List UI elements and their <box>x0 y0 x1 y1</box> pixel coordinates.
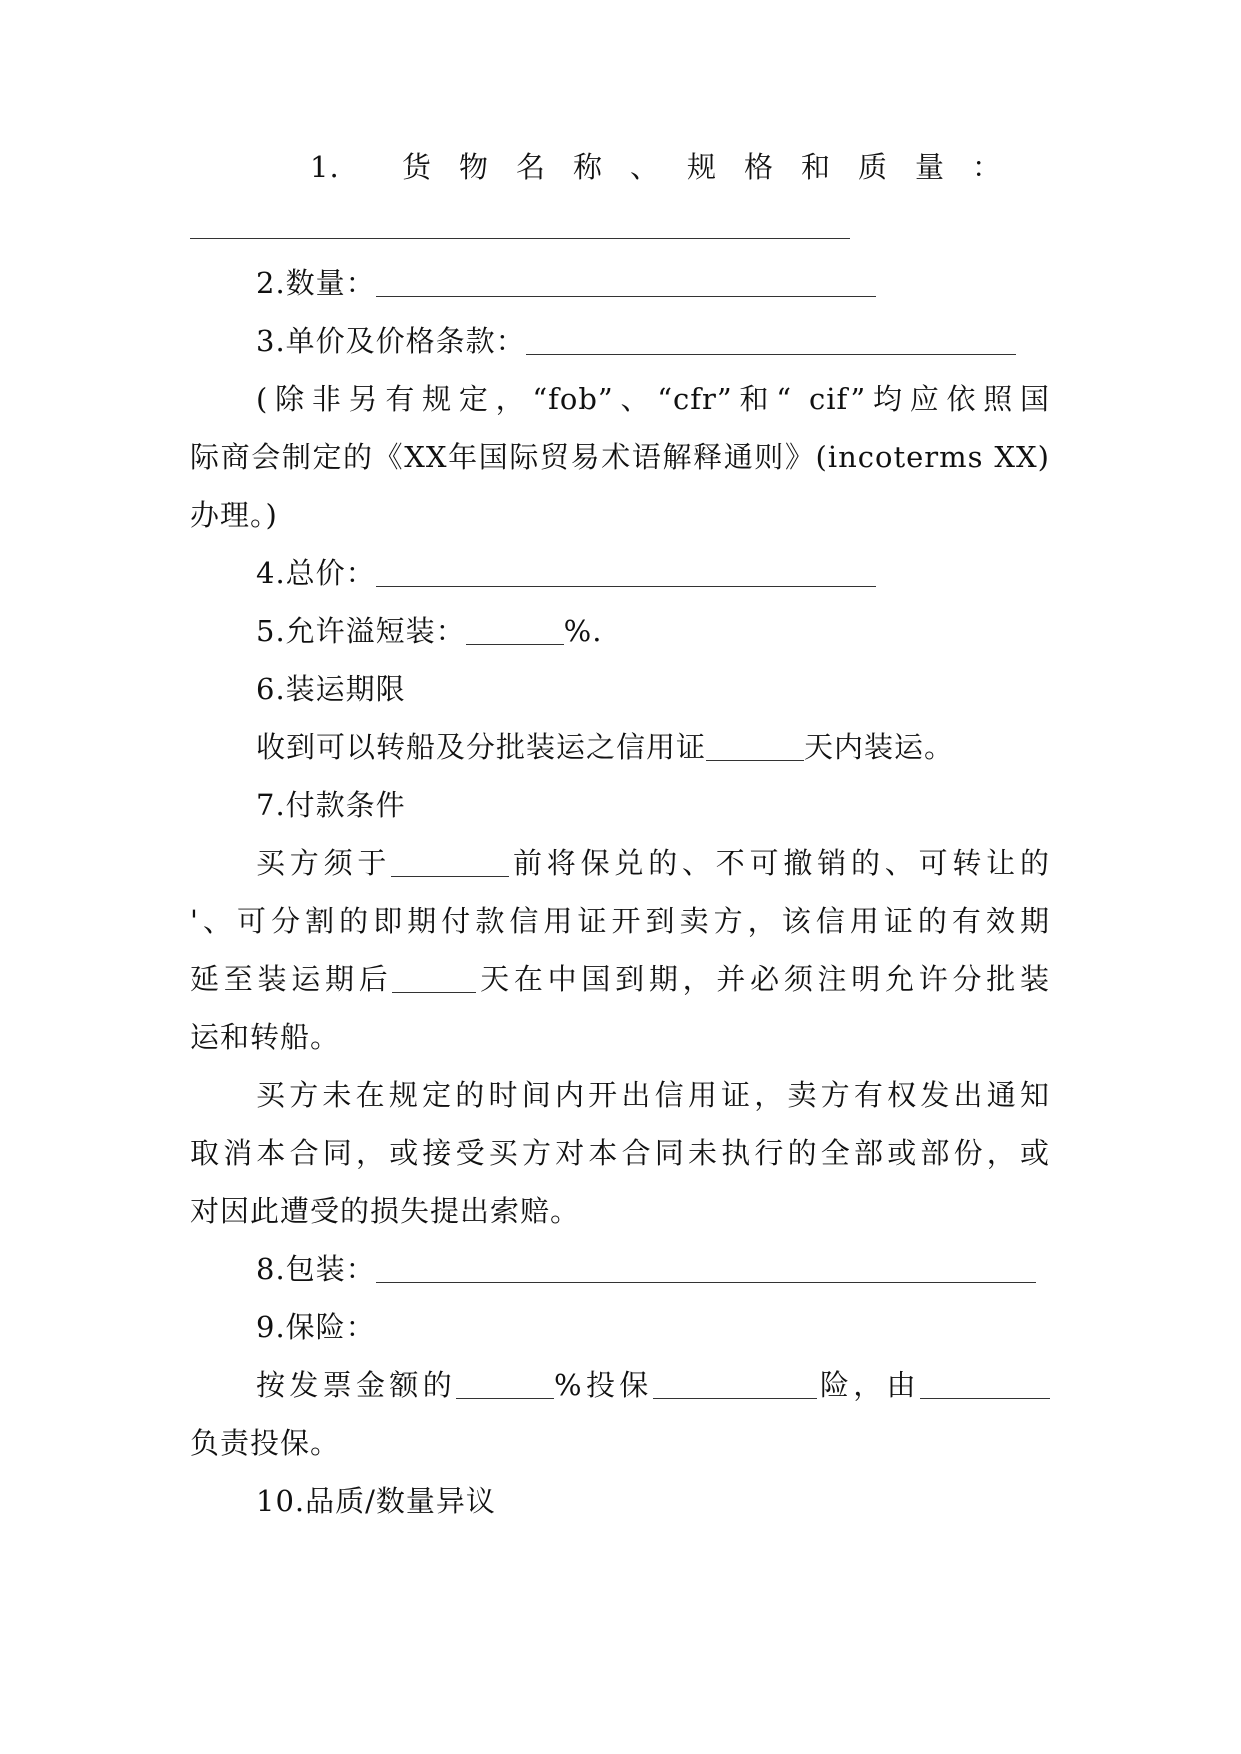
insurance-title: 9.保险： <box>256 1310 376 1344</box>
payment-text: 取消本合同，或接受买方对本合同未执行的全部或部份，或 <box>190 1136 1050 1170</box>
blank-quantity <box>376 264 876 297</box>
payment-text: '、可分割的即期付款信用证开到卖方，该信用证的有效期 <box>190 904 1050 938</box>
note-text: 办理。) <box>190 498 278 532</box>
section-4 <box>190 544 1116 602</box>
blank-insurance-type <box>653 1366 817 1399</box>
percent-suffix: %. <box>563 614 603 648</box>
blank-insurance-percent <box>456 1366 554 1399</box>
section-8 <box>190 1240 1116 1298</box>
section-1-fill-line <box>190 196 1050 254</box>
shipment-period-title: 6.装运期限 <box>256 672 406 706</box>
section-7-p1-line-4 <box>190 1008 1050 1066</box>
section-9-line-1 <box>190 1356 1050 1414</box>
note-text: 际商会制定的《XX年国际贸易术语解释通则》(incoterms XX) <box>190 440 1050 474</box>
payment-text: 买方须于 <box>256 846 392 880</box>
blank-goods-spec <box>190 206 850 239</box>
section-7-p1-line-3 <box>190 950 1050 1008</box>
section-9-line-2 <box>190 1414 1050 1472</box>
section-9-title <box>190 1298 1116 1356</box>
section-3-note-line-3 <box>190 486 1050 544</box>
section-6-text <box>190 718 1116 776</box>
note-text: (除非另有规定，“fob”、“cfr”和“ cif”均应依照国 <box>256 382 1050 416</box>
payment-text: 买方未在规定的时间内开出信用证，卖方有权发出通知 <box>256 1078 1050 1112</box>
section-7-p1-line-1 <box>190 834 1050 892</box>
payment-terms-title: 7.付款条件 <box>256 788 406 822</box>
section-2 <box>190 254 1116 312</box>
blank-days-after <box>392 960 476 993</box>
more-or-less-label: 5.允许溢短装： <box>256 614 466 648</box>
section-3 <box>190 312 1116 370</box>
section-7-p2-line-2 <box>190 1124 1050 1182</box>
insurance-text: 险，由 <box>816 1368 920 1402</box>
section-1-number: 1. <box>310 150 340 184</box>
blank-percentage <box>466 612 564 645</box>
shipment-text-end: 天内装运。 <box>804 730 955 764</box>
section-7-p1-line-2 <box>190 892 1050 950</box>
insurance-text: %投保 <box>554 1368 653 1402</box>
section-7-title <box>190 776 1116 834</box>
section-1-heading <box>190 138 1050 196</box>
payment-text: 前将保兑的、不可撤销的、可转让的 <box>509 846 1050 880</box>
blank-date <box>391 844 509 877</box>
quantity-label: 2.数量： <box>256 266 376 300</box>
section-1-text: 货物名称、规格和质量： <box>402 150 1030 184</box>
packing-label: 8.包装： <box>256 1252 376 1286</box>
blank-days <box>706 728 804 761</box>
payment-text: 天在中国到期，并必须注明允许分批装 <box>476 962 1050 996</box>
payment-text: 对因此遭受的损失提出索赔。 <box>190 1194 581 1228</box>
blank-total-price <box>376 554 876 587</box>
section-5 <box>190 602 1116 660</box>
section-3-note-line-1 <box>190 370 1050 428</box>
blank-insurer <box>920 1366 1050 1399</box>
section-10-title <box>190 1472 1116 1530</box>
insurance-text: 按发票金额的 <box>256 1368 457 1402</box>
quality-quantity-claim-title: 10.品质/数量异议 <box>256 1484 496 1518</box>
total-price-label: 4.总价： <box>256 556 376 590</box>
shipment-text: 收到可以转船及分批装运之信用证 <box>256 730 707 764</box>
payment-text: 延至装运期后 <box>190 962 393 996</box>
unit-price-label: 3.单价及价格条款： <box>256 324 526 358</box>
blank-packing <box>376 1250 1036 1283</box>
section-6-title <box>190 660 1116 718</box>
section-7-p2-line-3 <box>190 1182 1050 1240</box>
section-3-note-line-2 <box>190 428 1050 486</box>
payment-text: 运和转船。 <box>190 1020 341 1054</box>
blank-unit-price <box>526 322 1016 355</box>
insurance-text: 负责投保。 <box>190 1426 341 1460</box>
section-7-p2-line-1 <box>190 1066 1050 1124</box>
